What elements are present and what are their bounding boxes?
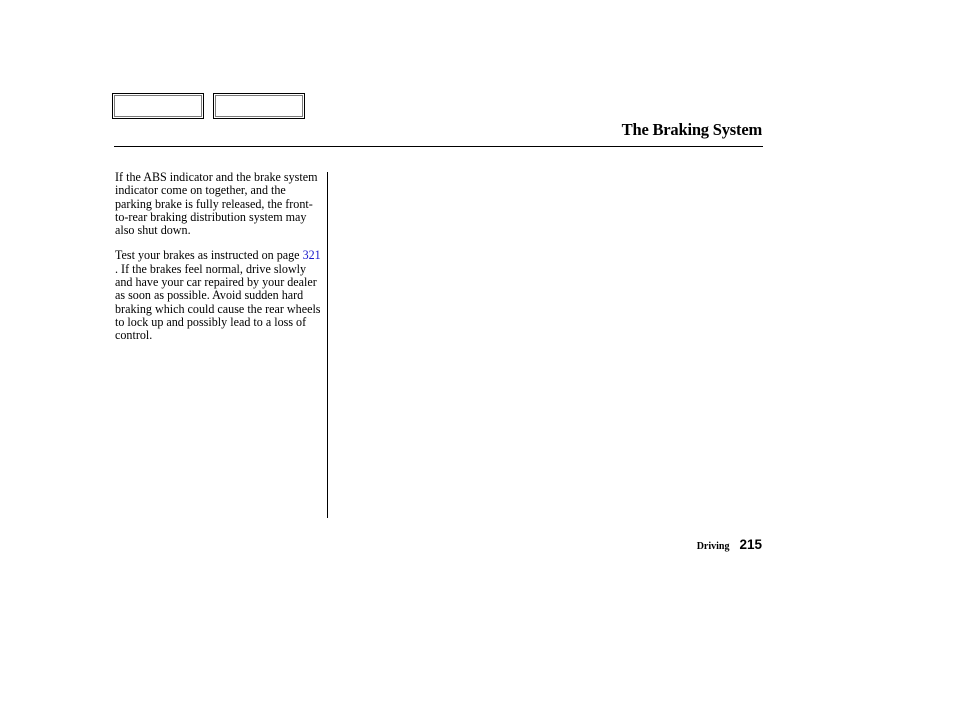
paragraph-text-start: Test your brakes as instructed on page xyxy=(115,248,303,263)
body-text-column xyxy=(115,171,321,355)
page-footer xyxy=(697,536,762,554)
paragraph-text-end: . If the brakes feel normal, drive slowly and have your car repaired by your dealer as soon as possible. Avoid sudden hard braking which could cause the rear wheels to lock up and possibly lead to a loss of control. xyxy=(115,261,321,343)
next-page-button[interactable] xyxy=(213,93,305,119)
previous-page-button[interactable] xyxy=(112,93,204,119)
column-divider xyxy=(327,172,328,518)
footer-section-label: Driving xyxy=(696,541,730,552)
page-reference-link[interactable]: 321 xyxy=(302,248,321,263)
paragraph-test-brakes xyxy=(115,249,321,342)
paragraph-abs-indicator: If the ABS indicator and the brake system indicator come on together, and the parking brake is fully released, the front-to-rear braking distribution system may also shut down. xyxy=(115,170,318,238)
title-divider xyxy=(114,146,763,147)
page-title: The Braking System xyxy=(621,120,762,139)
page-number: 215 xyxy=(739,537,762,552)
